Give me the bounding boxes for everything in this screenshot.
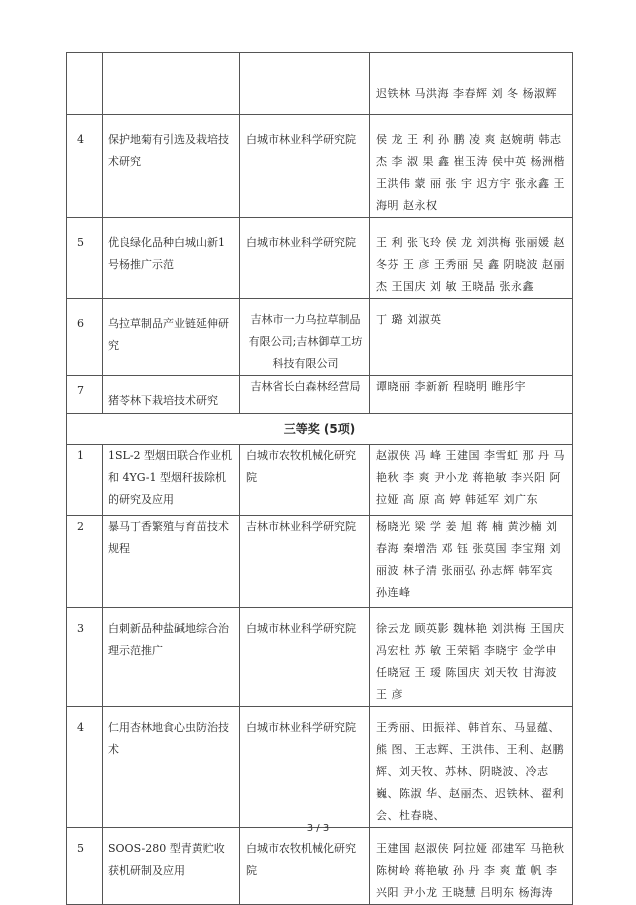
completers-cell xyxy=(370,115,573,218)
table-row xyxy=(67,376,573,414)
project-name: 猪苓林下栽培技术研究 xyxy=(108,394,218,407)
row-number-cell xyxy=(67,218,103,299)
project-name: SOOS-280 型青黄贮收获机研制及应用 xyxy=(108,842,225,877)
row-number-cell xyxy=(67,828,103,905)
completers: 杨晓光 梁 学 姜 旭 蒋 楠 黄沙楠 刘春海 秦增浩 邓 钰 张莫国 李宝翔 刘丽波 林子清 张丽弘 孙志辉 韩军宾 孙连峰 xyxy=(370,516,573,608)
completers: 迟铁林 马洪海 李春辉 刘 冬 杨淑辉 xyxy=(376,87,557,100)
table-row xyxy=(67,299,573,376)
completing-unit-cell xyxy=(240,608,370,707)
table-row xyxy=(67,828,573,905)
section-title: 三等奖 (5项) xyxy=(67,414,573,445)
table-row xyxy=(67,218,573,299)
completing-unit: 白城市林业科学研究院 xyxy=(246,721,356,734)
row-number: 6 xyxy=(77,317,84,330)
project-name-cell xyxy=(103,707,240,828)
completing-unit: 白城市林业科学研究院 xyxy=(246,622,356,635)
row-number-cell xyxy=(67,707,103,828)
project-name-cell xyxy=(103,376,240,414)
completers-cell xyxy=(370,828,573,905)
row-number: 1 xyxy=(67,445,103,516)
completers: 赵淑侠 冯 峰 王建国 李雪虹 那 丹 马艳秋 李 爽 尹小龙 蒋艳敏 李兴阳 阿拉娅 高 原 高 婷 韩延军 刘广东 xyxy=(370,445,573,516)
completing-unit-cell xyxy=(240,828,370,905)
completers: 丁 璐 刘淑英 xyxy=(376,313,442,326)
row-number: 3 xyxy=(77,622,84,635)
completing-unit-cell xyxy=(240,218,370,299)
table-row xyxy=(67,53,573,115)
completers: 谭晓丽 李新新 程晓明 睢彤宇 xyxy=(376,380,526,393)
awards-table xyxy=(66,52,573,905)
row-number: 5 xyxy=(77,236,84,249)
completers: 徐云龙 顾英影 魏林艳 刘洪梅 王国庆 冯宏杜 苏 敏 王荣韬 李晓宇 金学申 任晓冠 王 瑷 陈国庆 刘天牧 甘海波 王 彦 xyxy=(376,622,565,701)
row-number xyxy=(67,53,103,115)
project-name-cell xyxy=(103,299,240,376)
project-name: 暴马丁香繁殖与育苗技术规程 xyxy=(103,516,240,608)
completing-unit: 吉林市林业科学研究院 xyxy=(240,516,370,608)
completing-unit: 白城市林业科学研究院 xyxy=(246,236,356,249)
row-number-cell xyxy=(67,376,103,414)
project-name: 优良绿化品种白城山新1号杨推广示范 xyxy=(108,236,225,271)
table-row xyxy=(67,115,573,218)
row-number: 4 xyxy=(77,133,84,146)
completers-cell xyxy=(370,53,573,115)
completing-unit-cell xyxy=(240,707,370,828)
row-number-cell xyxy=(67,608,103,707)
completers: 王建国 赵淑侠 阿拉娅 邵建军 马艳秋 陈树岭 蒋艳敏 孙 丹 李 爽 董 帆 李兴阳 尹小龙 王晓慧 吕明东 杨海涛 xyxy=(376,842,565,899)
row-number-cell xyxy=(67,115,103,218)
row-number: 5 xyxy=(77,842,84,855)
completers-cell xyxy=(370,608,573,707)
completers-cell xyxy=(370,299,573,376)
row-number: 4 xyxy=(77,721,84,734)
project-name: 仁用杏林地食心虫防治技术 xyxy=(108,721,229,756)
project-name: 1SL-2 型烟田联合作业机和 4YG-1 型烟秆拔除机的研究及应用 xyxy=(103,445,240,516)
completers-cell xyxy=(370,218,573,299)
table-row xyxy=(67,707,573,828)
project-name xyxy=(103,53,240,115)
project-name-cell xyxy=(103,115,240,218)
completing-unit-cell xyxy=(240,299,370,376)
table-row xyxy=(67,445,573,516)
row-number: 7 xyxy=(77,384,84,397)
completers: 王秀丽、田振祥、韩首东、马显蕴、熊 图、王志辉、王洪伟、王利、赵鹏辉、刘天牧、苏林、阴晓波、冷志巍、陈淑 华、赵丽杰、迟铁林、翟利会、杜春晓、 xyxy=(376,721,564,822)
completing-unit: 吉林市一力乌拉草制品有限公司;吉林御草工坊科技有限公司 xyxy=(248,313,363,370)
completing-unit: 吉林省长白森林经营局 xyxy=(250,380,361,393)
completers-cell xyxy=(370,376,573,414)
section-heading-row xyxy=(67,414,573,445)
page-number: 3 / 3 xyxy=(306,823,330,834)
completing-unit: 白城市农牧机械化研究院 xyxy=(240,445,370,516)
project-name: 白刺新品种盐碱地综合治理示范推广 xyxy=(108,622,229,657)
project-name-cell xyxy=(103,608,240,707)
completing-unit xyxy=(240,53,370,115)
row-number-cell xyxy=(67,299,103,376)
table-row xyxy=(67,516,573,608)
row-number: 2 xyxy=(67,516,103,608)
table-row xyxy=(67,608,573,707)
completing-unit: 白城市林业科学研究院 xyxy=(246,133,356,146)
project-name: 乌拉草制品产业链延伸研究 xyxy=(108,317,229,352)
completing-unit-cell xyxy=(240,376,370,414)
project-name-cell xyxy=(103,218,240,299)
completers: 王 利 张飞玲 侯 龙 刘洪梅 张丽媛 赵冬芬 王 彦 王秀丽 吴 鑫 阴晓波 赵丽杰 王国庆 刘 敏 王晓晶 张永鑫 xyxy=(376,236,565,293)
completers: 侯 龙 王 利 孙 鹏 凌 爽 赵婉萌 韩志杰 李 淑 果 鑫 崔玉涛 侯中英 杨洲楷 王洪伟 蒙 丽 张 宇 迟方宇 张永鑫 王海明 赵永权 xyxy=(376,133,565,212)
completers-cell xyxy=(370,707,573,828)
completing-unit-cell xyxy=(240,115,370,218)
project-name: 保护地菊有引选及栽培技术研究 xyxy=(108,133,229,168)
project-name-cell xyxy=(103,828,240,905)
completing-unit: 白城市农牧机械化研究院 xyxy=(246,842,356,877)
